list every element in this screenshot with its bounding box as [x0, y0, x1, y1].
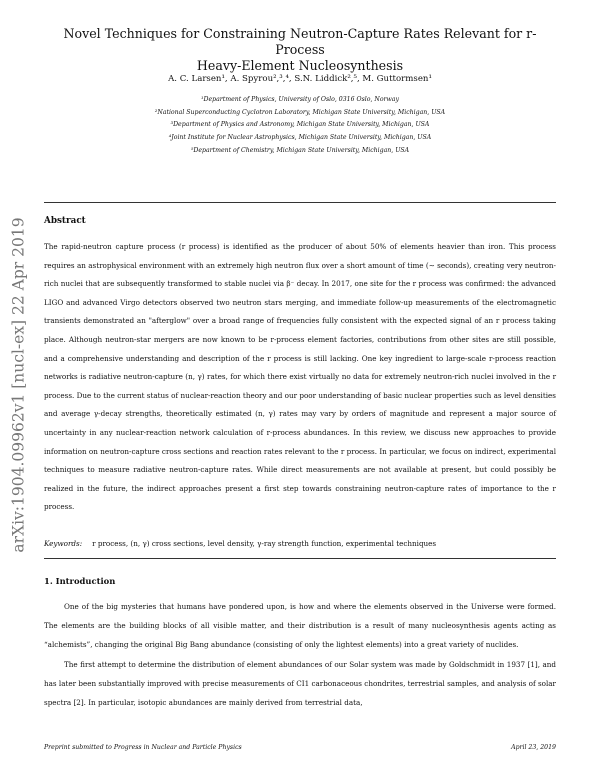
- affiliation-2: ²National Superconducting Cyclotron Laboratory, Michigan State University, Michigan, USA: [154, 108, 446, 116]
- affiliation-1: ¹Department of Physics, University of Oslo, 0316 Oslo, Norway: [201, 96, 399, 103]
- arxiv-sidebar: [0, 200, 38, 570]
- keywords-label: Keywords:: [44, 539, 83, 548]
- abstract-bottom-rule: [44, 558, 556, 559]
- abstract-text: The rapid-neutron capture process (r process) is identified as the producer of about 50% of elements heavier than iron. This process requires an astrophysical environment with an extremely high neutron flux over a short amount of time (∼ seconds), creating very neutron-rich nuclei that are subsequently transformed to stable nuclei via β⁻ decay. In 2017, one site for the r process was confirmed: the advanced LIGO and advanced Virgo detectors observed two neutron stars merging, and immediate follow-up measurements of the electromagnetic transients demonstrated an "afterglow" over a broad range of frequencies fully consistent with the expected signal of an r process taking place. Although neutron-star mergers are now known to be r-process element factories, contributions from other sites are still possible, and a comprehensive understanding and description of the r process is still lacking. One key ingredient to large-scale r-process reaction networks is radiative neutron-capture (n, γ) rates, for which there exist virtually no data for extremely neutron-rich nuclei involved in the r process. Due to the current status of nuclear-reaction theory and our poor understanding of basic nuclear properties such as level densities and average γ-decay strengths, theoretically estimated (n, γ) rates may vary by orders of magnitude and represent a major source of uncertainty in any nuclear-reaction network calculation of r-process abundances. In this review, we discuss new approaches to provide information on neutron-capture cross sections and reaction rates relevant to the r process. In particular, we focus on indirect, experimental techniques to measure radiative neutron-capture rates. While direct measurements are not available at present, but could possibly be realized in the future, the indirect approaches present a first step towards constraining neutron-capture rates of importance to the r process.: [44, 242, 556, 512]
- author-list: A. C. Larsen¹, A. Spyrou²,³,⁴, S.N. Liddick²,⁵, M. Guttormsen¹: [168, 74, 432, 84]
- keywords-text: r process, (n, γ) cross sections, level density, γ-ray strength function, experimental techniques: [92, 539, 437, 548]
- abstract-top-rule: [44, 202, 556, 203]
- preprint-date: April 23, 2019: [511, 744, 556, 751]
- paper-title: [40, 26, 560, 74]
- paragraph-2: The first attempt to determine the distribution of element abundances of our Solar system was made by Goldschmidt in 1937 [1], and has later been substantially improved with precise measurements of CI1 carbonaceous chondrites, terrestrial samples, and analysis of solar spectra [2]. In particular, isotopic abundances are mainly derived from terrestrial data,: [44, 659, 556, 708]
- introduction-body: [44, 597, 556, 712]
- affiliation-4: ⁴Joint Institute for Nuclear Astrophysics, Michigan State University, Michigan, USA: [168, 134, 432, 142]
- section-heading: 1. Introduction: [44, 576, 116, 586]
- preprint-note: Preprint submitted to Progress in Nuclear and Particle Physics: [44, 744, 242, 751]
- affiliation-list: [40, 94, 560, 158]
- title-line-1: Novel Techniques for Constraining Neutron-Capture Rates Relevant for r-Process: [63, 26, 537, 57]
- paragraph-1: One of the big mysteries that humans have pondered upon, is how and where the elements observed in the Universe were formed. The elements are the building blocks of all visible matter, and their distribution is a result of many nucleosynthesis agents acting as “alchemists”, changing the original Big Bang abundance (consisting of only the lightest elements) into a great variety of nuclides.: [44, 602, 556, 650]
- arxiv-identifier: arXiv:1904.09962v1 [nucl-ex] 22 Apr 2019: [10, 217, 28, 553]
- title-line-2: Heavy-Element Nucleosynthesis: [196, 58, 404, 73]
- affiliation-3: ³Department of Physics and Astronomy, Michigan State University, Michigan, USA: [170, 121, 430, 129]
- affiliation-5: ⁵Department of Chemistry, Michigan State University, Michigan, USA: [190, 146, 410, 154]
- abstract-heading: Abstract: [44, 216, 86, 226]
- keywords-line: [44, 538, 556, 550]
